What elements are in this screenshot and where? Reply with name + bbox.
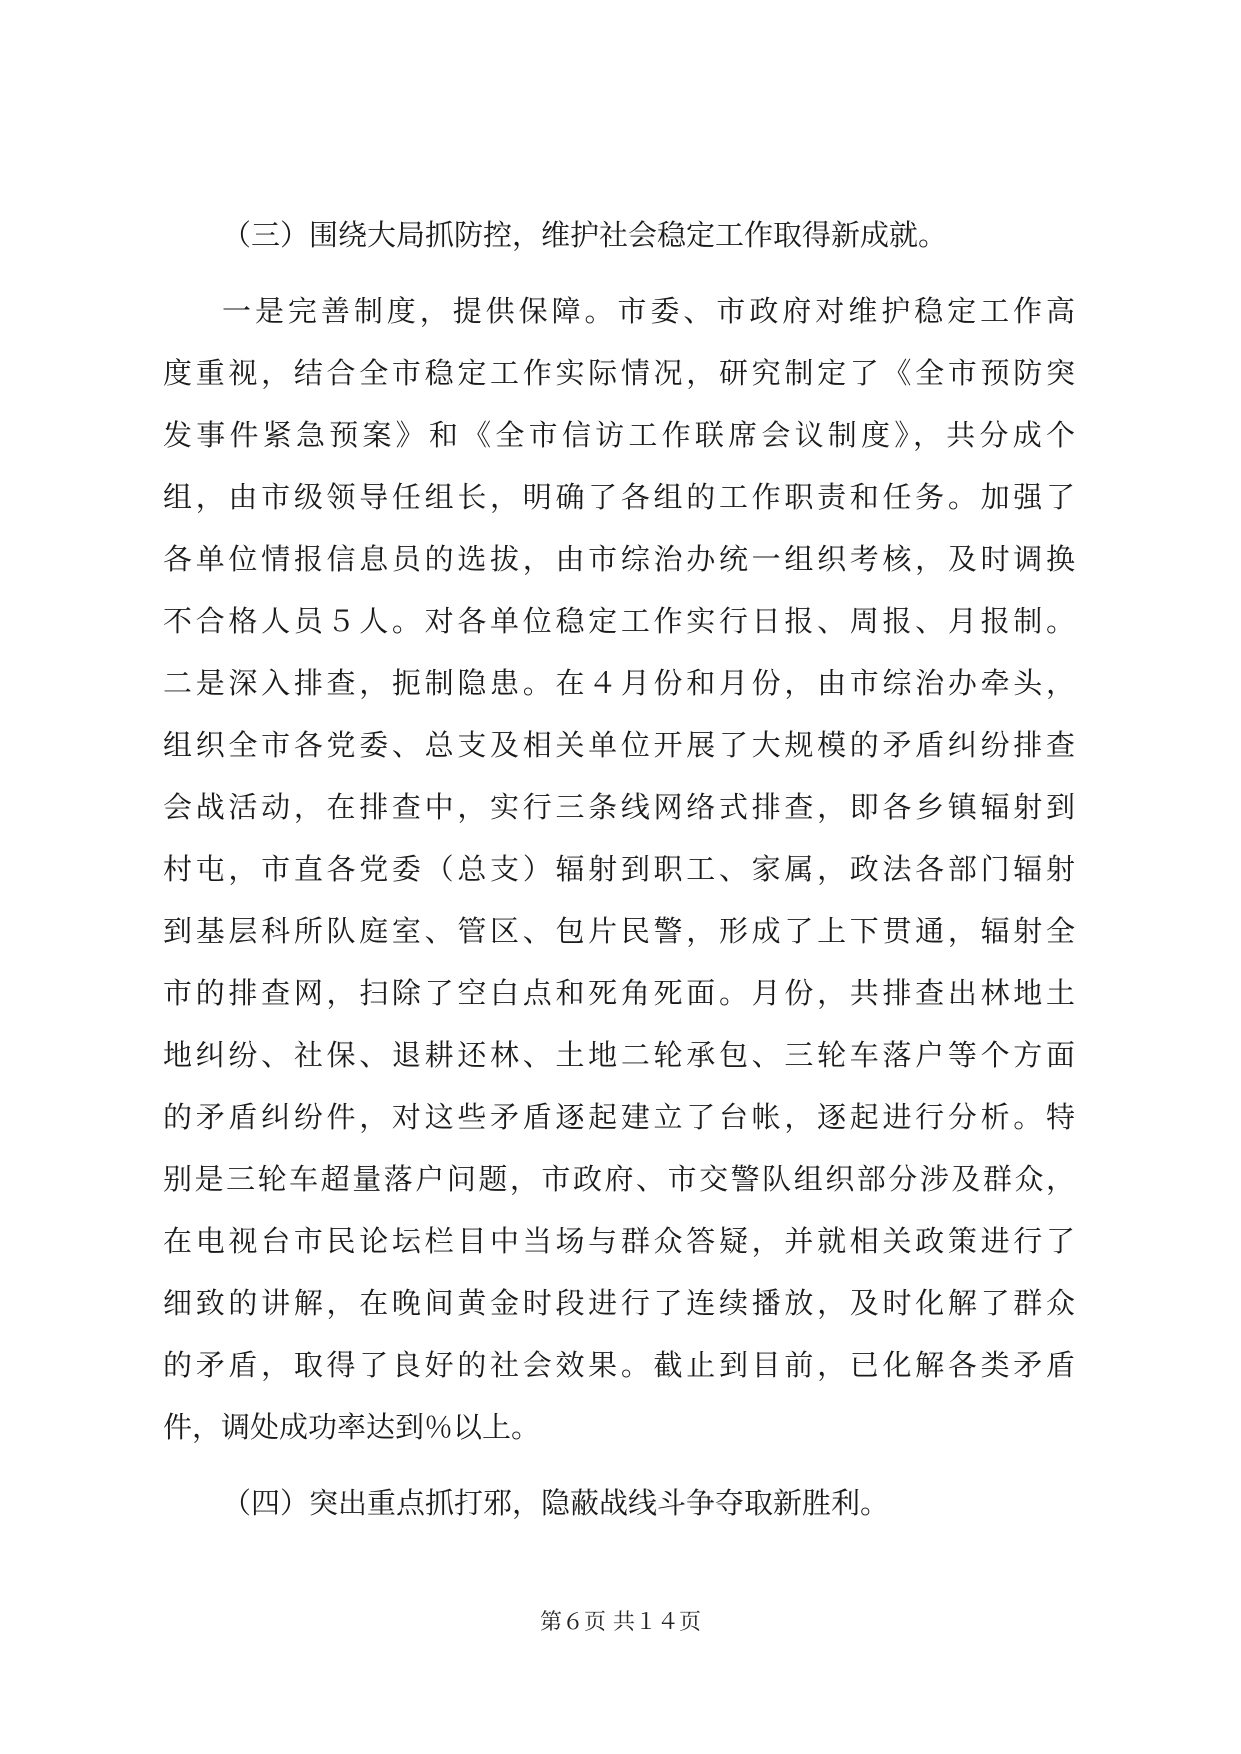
paragraph-line: 细致的讲解，在晚间黄金时段进行了连续播放，及时化解了群众 <box>163 1286 1075 1320</box>
paragraph-line: 在电视台市民论坛栏目中当场与群众答疑，并就相关政策进行了 <box>163 1224 1075 1258</box>
paragraph-line: 的矛盾，取得了良好的社会效果。截止到目前，已化解各类矛盾 <box>163 1348 1075 1382</box>
paragraph-line: 各单位情报信息员的选拔，由市综治办统一组织考核，及时调换 <box>163 542 1075 576</box>
body-text <box>163 204 1075 1534</box>
paragraph-line: 地纠纷、社保、退耕还林、土地二轮承包、三轮车落户等个方面 <box>163 1038 1075 1072</box>
section-heading-4: （四）突出重点抓打邪，隐蔽战线斗争夺取新胜利。 <box>222 1486 890 1520</box>
paragraph-line: 二是深入排查，扼制隐患。在４月份和月份，由市综治办牵头， <box>163 666 1075 700</box>
paragraph-line: 组，由市级领导任组长，明确了各组的工作职责和任务。加强了 <box>163 480 1075 514</box>
paragraph-line: 会战活动，在排查中，实行三条线网络式排查，即各乡镇辐射到 <box>163 790 1075 824</box>
paragraph-line: 别是三轮车超量落户问题，市政府、市交警队组织部分涉及群众， <box>163 1162 1075 1196</box>
spacer <box>163 266 1075 280</box>
paragraph-line: 的矛盾纠纷件，对这些矛盾逐起建立了台帐，逐起进行分析。特 <box>163 1100 1075 1134</box>
section-heading-3: （三）围绕大局抓防控，维护社会稳定工作取得新成就。 <box>222 218 948 252</box>
paragraph-line: 市的排查网，扫除了空白点和死角死面。月份，共排查出林地土 <box>163 976 1075 1010</box>
paragraph-line: 一是完善制度，提供保障。市委、市政府对维护稳定工作高 <box>222 294 1075 328</box>
paragraph-line: 组织全市各党委、总支及相关单位开展了大规模的矛盾纠纷排查 <box>163 728 1075 762</box>
paragraph-line: 件，调处成功率达到％以上。 <box>163 1410 541 1444</box>
paragraph-line: 度重视，结合全市稳定工作实际情况，研究制定了《全市预防突 <box>163 356 1075 390</box>
paragraph-line: 村屯，市直各党委（总支）辐射到职工、家属，政法各部门辐射 <box>163 852 1075 886</box>
paragraph-line: 不合格人员５人。对各单位稳定工作实行日报、周报、月报制。 <box>163 604 1075 638</box>
paragraph-line: 发事件紧急预案》和《全市信访工作联席会议制度》，共分成个 <box>163 418 1075 452</box>
page-number-footer: 第６页 共１４页 <box>540 1610 701 1635</box>
spacer <box>163 1458 1075 1472</box>
paragraph-line: 到基层科所队庭室、管区、包片民警，形成了上下贯通，辐射全 <box>163 914 1075 948</box>
